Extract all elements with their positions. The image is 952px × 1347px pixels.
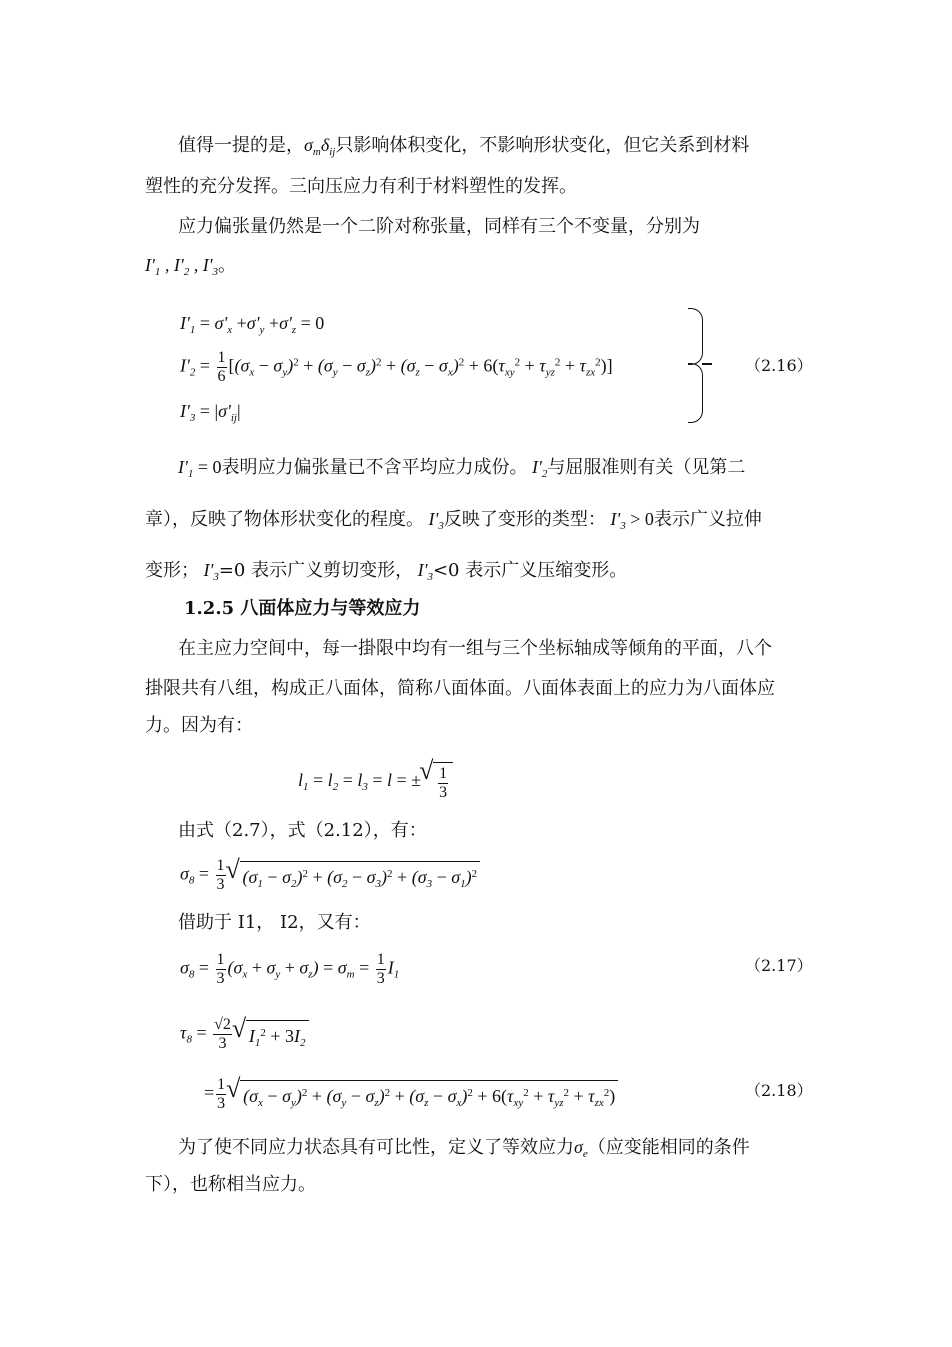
equation-2-16-line-2: $I'_2$ = $\frac{1}{6}$ $[(\sigma_x - \sigma_y)^2 + (\sigma_y - \sigma_z)^2 + (\sigma_z - \sigma_x)^2 + 6(\tau_{xy}^2 + \tau_{yz}^2 + \tau_{zx}^2)]$ xyxy=(180,349,613,385)
equation-2-18-line-2: = $\frac{1}{3}$ √ $(\sigma_x - \sigma_y)^2 + (\sigma_y - \sigma_z)^2 + (\sigma_z - \sigma_x)^2 + 6(\tau_{xy}^2 + \tau_{yz}^2 + \tau_{zx}^2)$ xyxy=(204,1076,618,1113)
paragraph-4-line-2: 掛限共有八组，构成正八面体，简称八面体面。八面体表面上的应力为八面体应 xyxy=(145,678,775,699)
equation-brace-tip xyxy=(702,363,712,365)
equation-brace-top xyxy=(688,308,703,365)
equation-2-16-line-3: $I'_3 = |\sigma'_{ij}|$ xyxy=(180,401,241,424)
equation-number-2-16: （2.16） xyxy=(745,356,813,375)
paragraph-6: 借助于 I1， I2，又有： xyxy=(178,912,371,933)
paragraph-7-line-2: 下），也称相当应力。 xyxy=(145,1174,316,1195)
paragraph-1-line-2: 塑性的充分发挥。三向压应力有利于材料塑性的发挥。 xyxy=(145,176,577,197)
paragraph-3-line-3: 变形； $I'_3=0$ 表示广义剪切变形， $I'_3<0$ 表示广义压缩变形。 xyxy=(145,560,628,583)
paragraph-2-line-2: $I'_1$ , $I'_2$ , $I'_3$。 xyxy=(145,255,237,278)
paragraph-2-line-1: 应力偏张量仍然是一个二阶对称张量，同样有三个不变量，分别为 xyxy=(178,216,700,237)
equation-brace-bottom xyxy=(688,363,703,423)
direction-cosine-equation: $l_1 = l_2 = l_3 = l$ = ± √ $\frac{1}{3}$ xyxy=(298,762,453,802)
equation-2-18-line-1: $\tau_8$ = $\frac{√2}{3}$ √ $I_1^2 + 3I_2$ xyxy=(180,1016,309,1053)
section-heading: 1.2.5 八面体应力与等效应力 xyxy=(184,598,421,619)
equation-2-17: $\sigma_8$ = $\frac{1}{3}$ $(\sigma_x + \sigma_y + \sigma_z) = \sigma_m$ = $\frac{1}{3}$ $I_1$ xyxy=(180,951,400,987)
deviator-invariants-math: $I'_1$ , $I'_2$ , $I'_3$ xyxy=(145,255,219,278)
octahedral-stress-root-equation: $\sigma_8$ = $\frac{1}{3}$ √ $(\sigma_1 - \sigma_2)^2 + (\sigma_2 - \sigma_3)^2 + (\sigma_3 - \sigma_1)^2$ xyxy=(180,857,480,894)
paragraph-3-line-2: 章），反映了物体形状变化的程度。 $I'_3$反映了变形的类型： $I'_3 > 0$表示广义拉伸 xyxy=(145,509,762,532)
equation-number-2-18: （2.18） xyxy=(745,1081,813,1100)
paragraph-4-line-1: 在主应力空间中，每一掛限中均有一组与三个坐标轴成等倾角的平面，八个 xyxy=(178,638,772,659)
paragraph-4-line-3: 力。因为有： xyxy=(145,715,253,736)
equation-number-2-17: （2.17） xyxy=(745,956,813,975)
equation-2-16-line-1: $I'_1 = \sigma'_x +\sigma'_y +\sigma'_z = 0$ xyxy=(180,313,325,336)
paragraph-3-line-1: $I'_1 = 0$表明应力偏张量已不含平均应力成份。 $I'_2$与屈服准则有关（见第二 xyxy=(178,457,746,480)
paragraph-7-line-1: 为了使不同应力状态具有可比性，定义了等效应力$\sigma_e$（应变能相同的条件 xyxy=(178,1137,750,1160)
paragraph-1-line-1: 值得一提的是，$\sigma_m\delta_{ij}$只影响体积变化，不影响形状变化，但它关系到材料 xyxy=(178,135,750,158)
sigma-m-delta-ij-math: $\sigma_m\delta_{ij}$ xyxy=(304,135,336,158)
paragraph-5: 由式（2.7），式（2.12），有： xyxy=(178,820,427,841)
